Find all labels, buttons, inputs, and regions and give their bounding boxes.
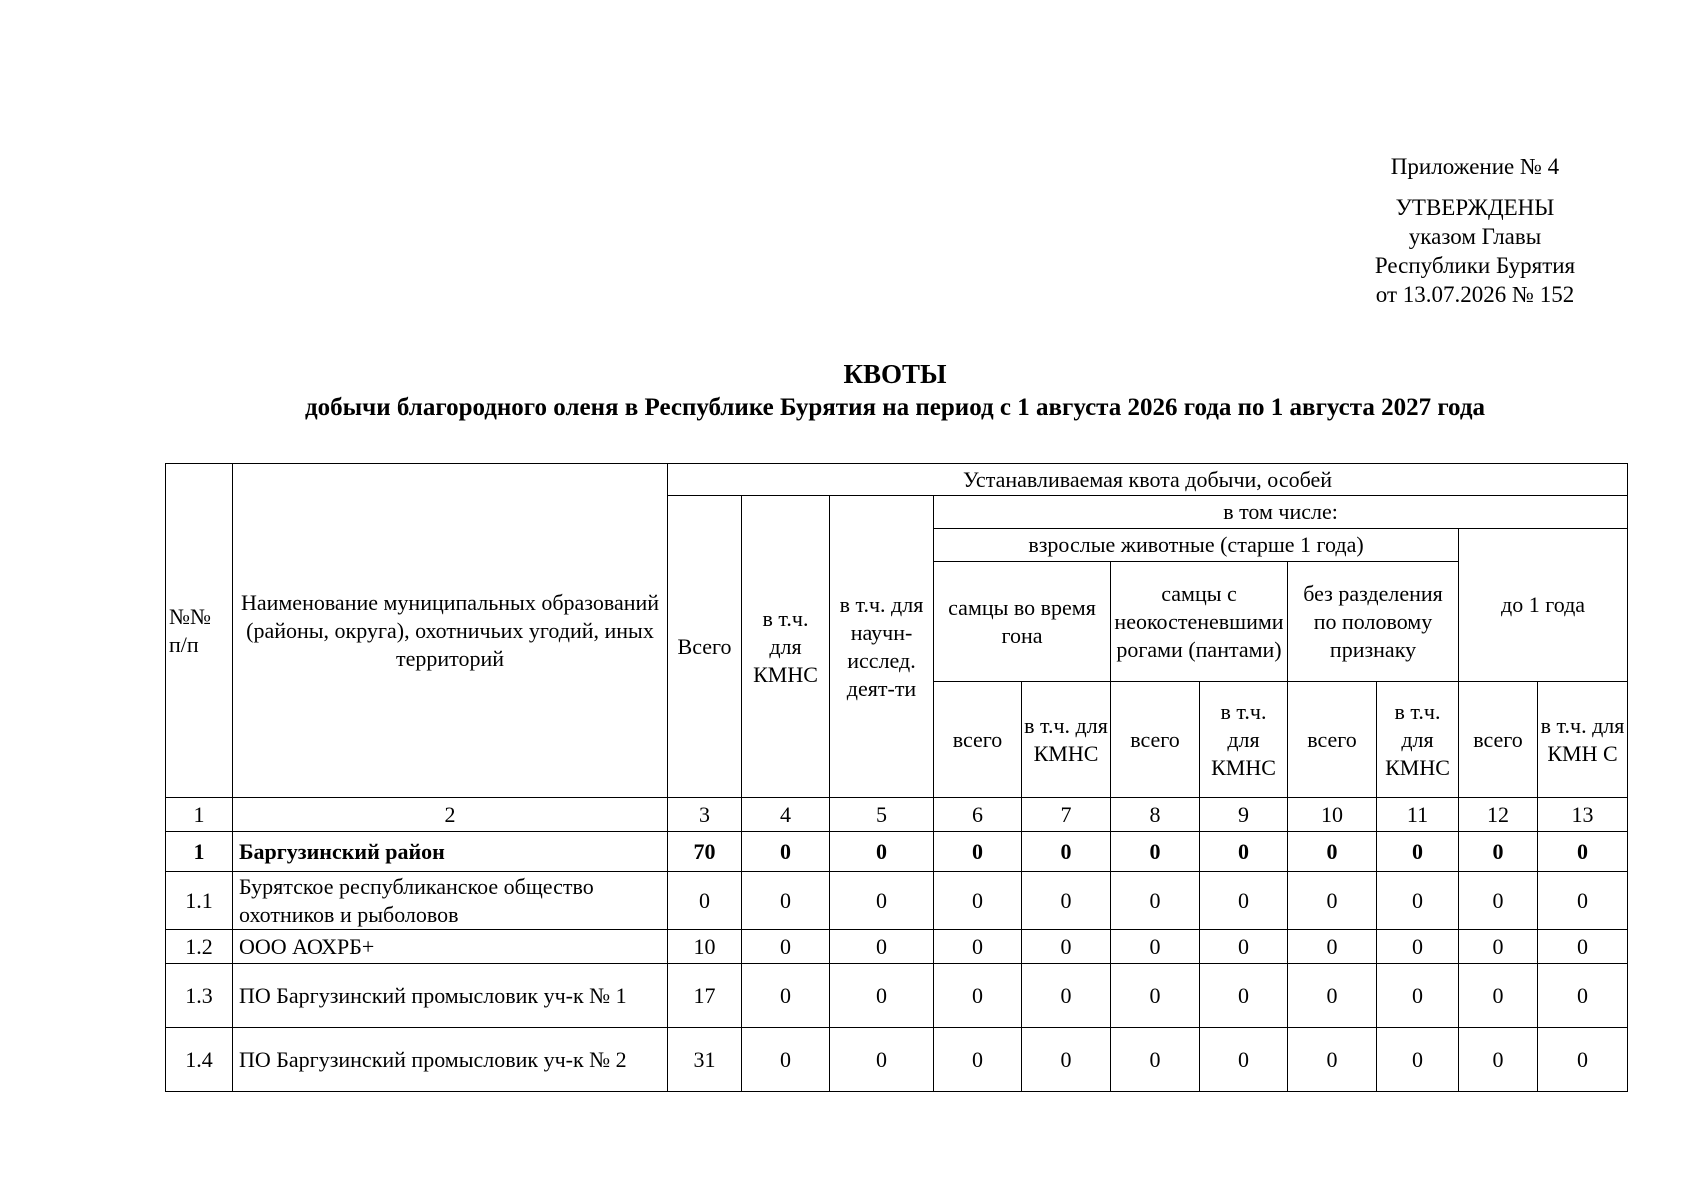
row-value: 0 [1459,872,1538,930]
row-value: 0 [934,872,1022,930]
column-number: 13 [1538,798,1628,832]
row-value: 0 [934,1028,1022,1092]
row-value: 0 [830,964,934,1028]
approval-line-republic: Республики Бурятия [1374,253,1576,278]
row-value: 0 [1377,1028,1459,1092]
row-number: 1.1 [166,872,233,930]
header-sub-kmns: в т.ч. для КМНС [1200,682,1288,798]
column-number: 7 [1022,798,1111,832]
row-value: 0 [1200,872,1288,930]
column-number: 3 [668,798,742,832]
row-value: 0 [1288,964,1377,1028]
column-number: 9 [1200,798,1288,832]
column-number: 8 [1111,798,1200,832]
header-sub-total: всего [934,682,1022,798]
row-value: 70 [668,832,742,872]
column-number: 2 [233,798,668,832]
table-row [166,1028,1628,1092]
row-value: 0 [1459,1028,1538,1092]
attachment-number: Приложение № 4 [1390,154,1560,179]
table-row [166,872,1628,930]
row-value: 0 [1288,832,1377,872]
header-adults: взрослые животные (старше 1 года) [934,529,1459,562]
header-quota: Устанавливаемая квота добычи, особей [668,464,1628,496]
column-number: 4 [742,798,830,832]
table-row [166,832,1628,872]
row-value: 10 [668,930,742,964]
approval-line-approved: УТВЕРЖДЕНЫ [1395,195,1555,220]
row-value: 0 [1288,872,1377,930]
column-number-row [166,798,1628,832]
row-name: Баргузинский район [233,832,668,872]
row-value: 0 [1288,1028,1377,1092]
column-number: 5 [830,798,934,832]
row-value: 0 [1200,964,1288,1028]
header-antler-males: самцы с неокостеневшими рогами (пантами) [1111,562,1288,682]
row-name: ПО Баргузинский промысловик уч-к № 2 [233,1028,668,1092]
column-number: 11 [1377,798,1459,832]
row-value: 0 [1538,930,1628,964]
header-sub-kmns: в т.ч. для КМН С [1538,682,1628,798]
row-value: 0 [1111,930,1200,964]
header-sub-total: всего [1288,682,1377,798]
header-including: в том числе: [934,496,1628,529]
row-value: 0 [830,1028,934,1092]
header-under-one: до 1 года [1459,529,1628,682]
row-value: 0 [1459,930,1538,964]
row-value: 0 [1200,832,1288,872]
row-value: 0 [1111,832,1200,872]
row-value: 0 [830,872,934,930]
header-sub-kmns: в т.ч. для КМНС [1377,682,1459,798]
quota-table [165,463,1628,1092]
row-value: 0 [742,872,830,930]
document-title: КВОТЫ [843,359,947,389]
approval-line-date: от 13.07.2026 № 152 [1375,282,1575,307]
row-value: 0 [934,832,1022,872]
row-value: 0 [1459,964,1538,1028]
table-row [166,964,1628,1028]
approval-block [1330,152,1620,309]
row-value: 0 [1022,1028,1111,1092]
row-name: ПО Баргузинский промысловик уч-к № 1 [233,964,668,1028]
row-value: 0 [1538,1028,1628,1092]
row-name: ООО АОХРБ+ [233,930,668,964]
row-value: 0 [1288,930,1377,964]
row-value: 17 [668,964,742,1028]
row-value: 31 [668,1028,742,1092]
row-value: 0 [1377,832,1459,872]
row-value: 0 [1022,930,1111,964]
row-value: 0 [1111,872,1200,930]
row-number: 1.2 [166,930,233,964]
row-value: 0 [1538,964,1628,1028]
table-row [166,930,1628,964]
row-value: 0 [1377,964,1459,1028]
header-science: в т.ч. для научн-исслед. деят-ти [830,496,934,798]
row-value: 0 [1538,872,1628,930]
row-number: 1.3 [166,964,233,1028]
row-value: 0 [1111,1028,1200,1092]
row-value: 0 [1538,832,1628,872]
row-value: 0 [830,930,934,964]
column-number: 12 [1459,798,1538,832]
row-value: 0 [668,872,742,930]
header-no-sex: без разделения по половому признаку [1288,562,1459,682]
column-number: 6 [934,798,1022,832]
row-number: 1 [166,832,233,872]
row-value: 0 [1200,930,1288,964]
row-name: Бурятское республиканское общество охотников и рыболовов [233,872,668,930]
approval-line-decree: указом Главы [1408,224,1542,249]
row-value: 0 [1022,964,1111,1028]
header-sub-kmns: в т.ч. для КМНС [1022,682,1111,798]
row-value: 0 [742,832,830,872]
row-value: 0 [1459,832,1538,872]
header-row-1 [166,464,1628,496]
header-num: №№ п/п [166,464,233,798]
header-sub-total: всего [1111,682,1200,798]
column-number: 10 [1288,798,1377,832]
quota-table-body [166,832,1628,1092]
header-name: Наименование муниципальных образований (районы, округа), охотничьих угодий, иных территорий [233,464,668,798]
header-rut-males: самцы во время гона [934,562,1111,682]
header-kmns: в т.ч. для КМНС [742,496,830,798]
column-number: 1 [166,798,233,832]
row-value: 0 [934,964,1022,1028]
row-value: 0 [1200,1028,1288,1092]
row-value: 0 [1377,930,1459,964]
document-heading [165,357,1625,424]
row-value: 0 [1022,832,1111,872]
row-value: 0 [742,964,830,1028]
row-value: 0 [1022,872,1111,930]
row-number: 1.4 [166,1028,233,1092]
row-value: 0 [742,930,830,964]
row-value: 0 [1111,964,1200,1028]
header-total: Всего [668,496,742,798]
row-value: 0 [1377,872,1459,930]
header-sub-total: всего [1459,682,1538,798]
row-value: 0 [830,832,934,872]
document-subtitle: добычи благородного оленя в Республике Бурятия на период с 1 августа 2026 года по 1 августа 2027 года [305,394,1485,421]
row-value: 0 [934,930,1022,964]
row-value: 0 [742,1028,830,1092]
